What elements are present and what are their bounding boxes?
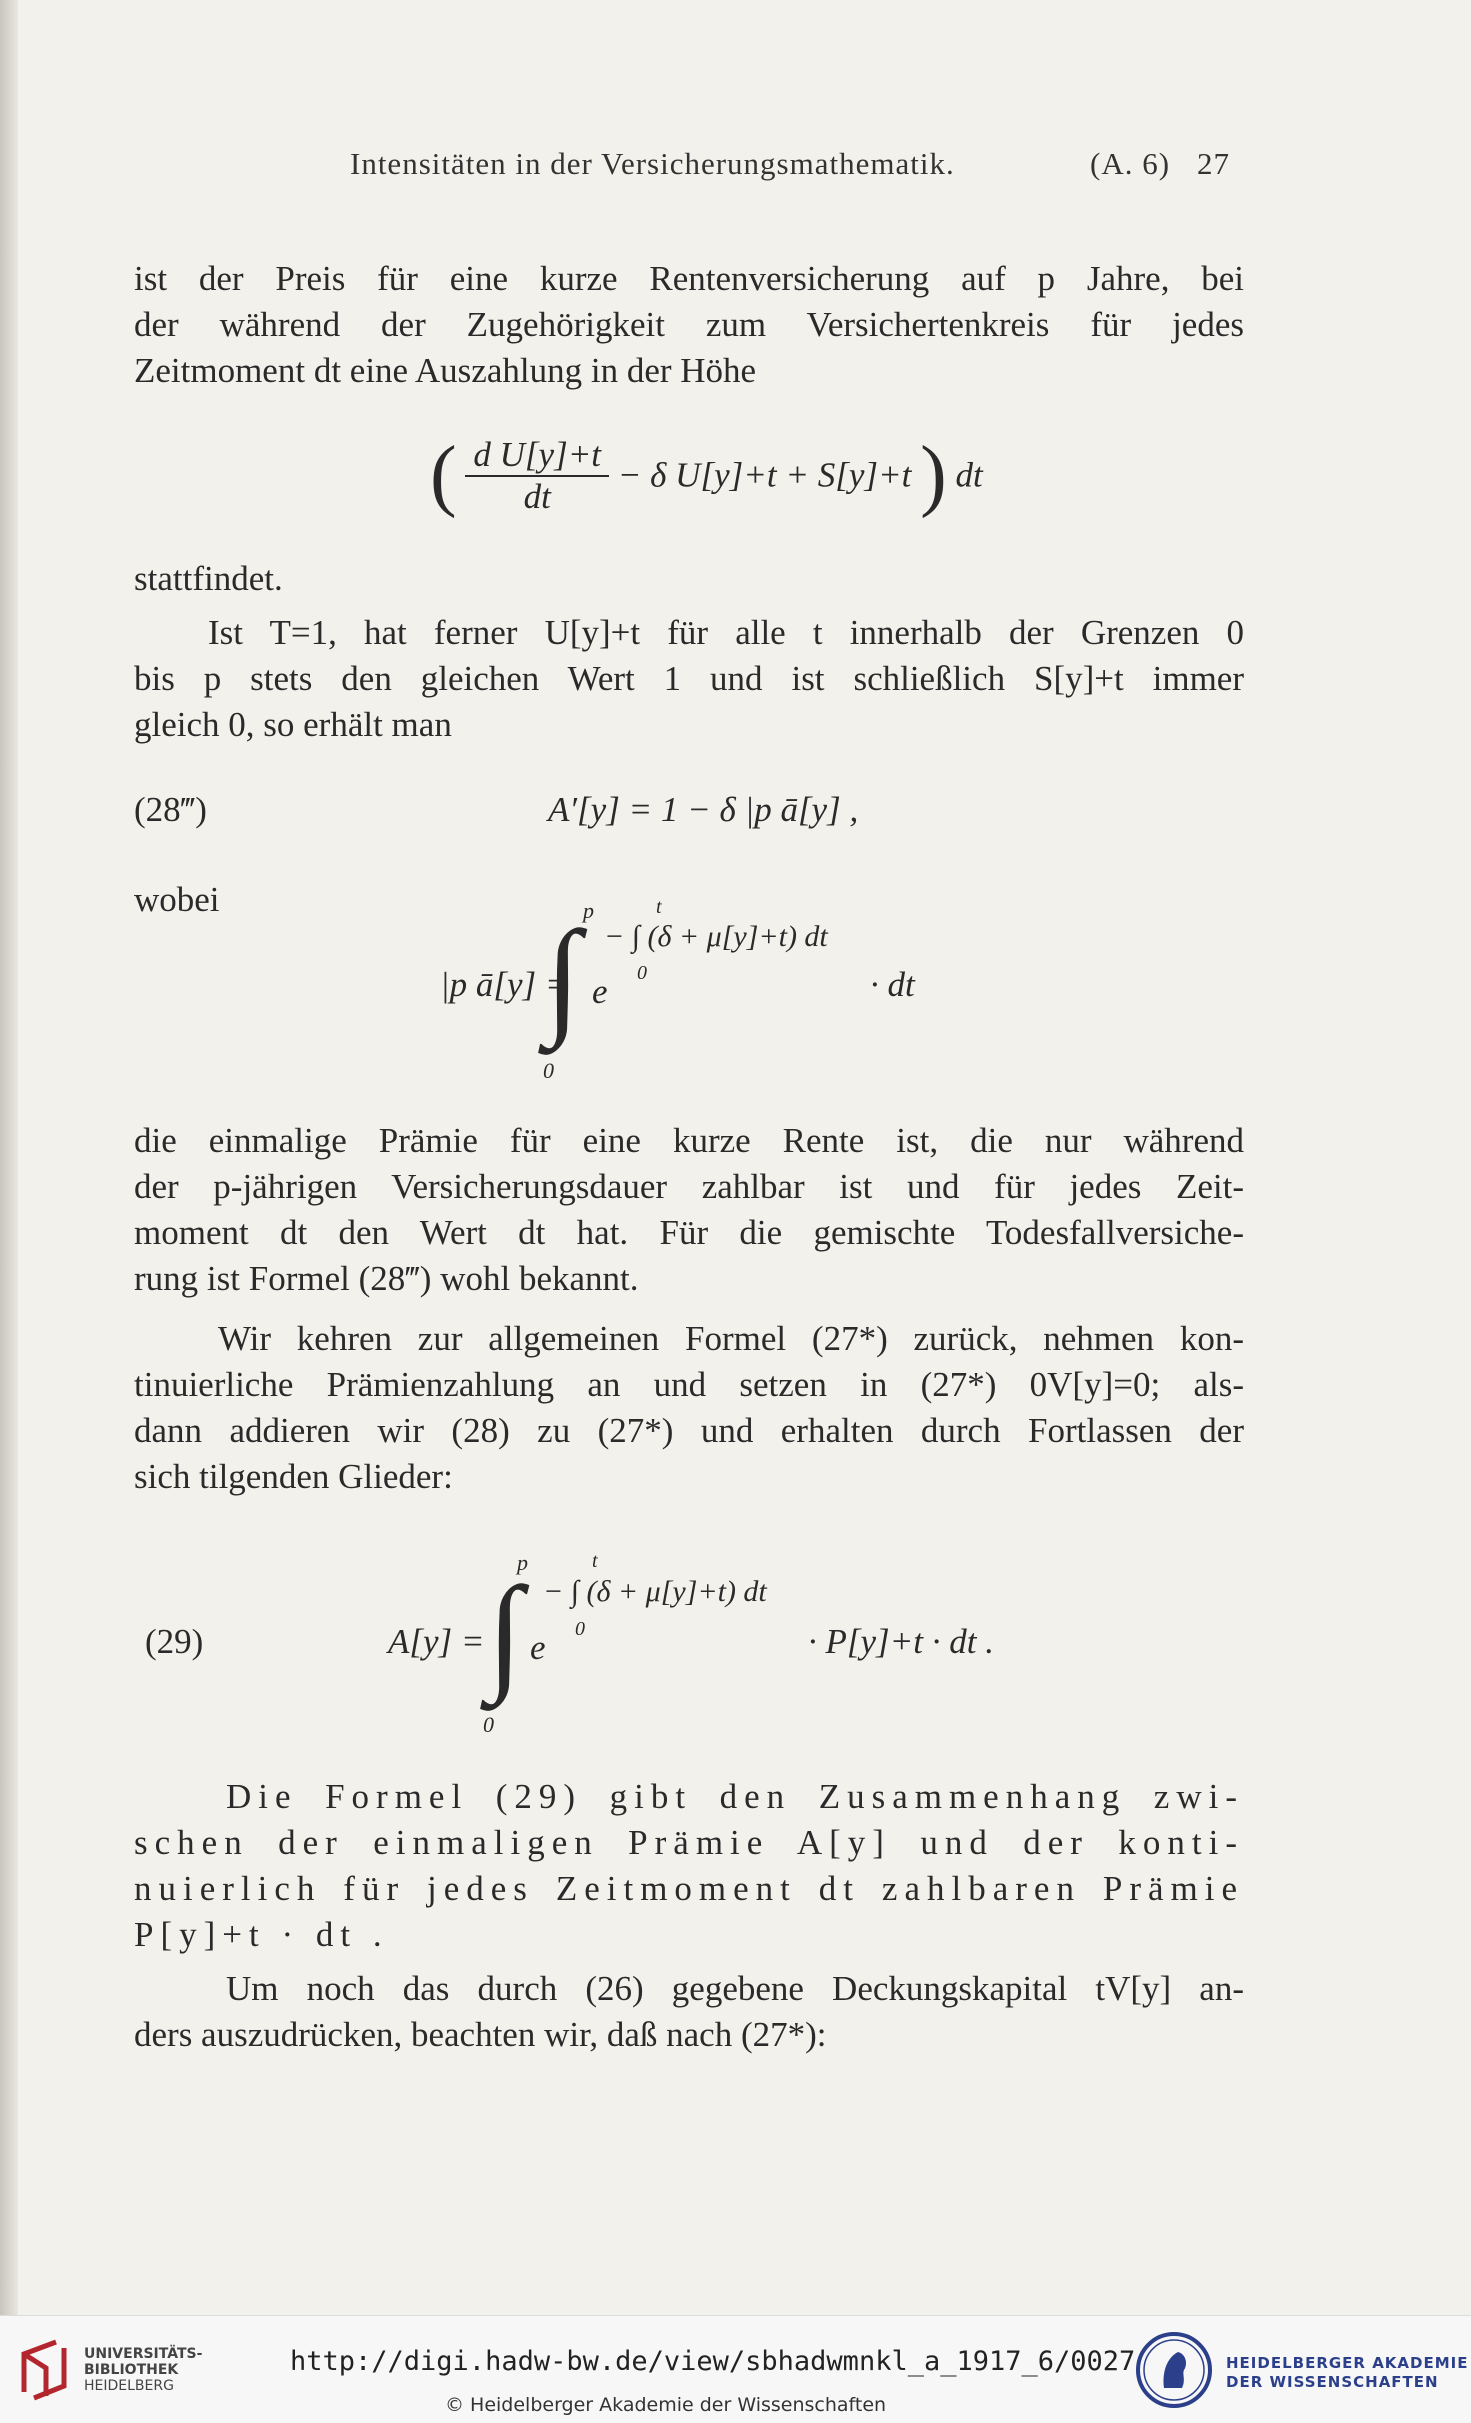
ub-line: HEIDELBERG — [84, 2378, 174, 2394]
running-head-section: (A. 6) — [1090, 146, 1171, 181]
left-paren: ( — [430, 431, 457, 519]
academy-line: HEIDELBERGER AKADEMIE — [1226, 2354, 1469, 2372]
paragraph-8 — [134, 1966, 1244, 2058]
integral-lower-limit: 0 — [543, 1058, 554, 1083]
equation-number-28: (28‴) — [134, 790, 207, 829]
paragraph-5-line: die einmalige Prämie für eine kurze Rente ist, die nur während — [134, 1121, 1244, 1160]
right-paren: ) — [920, 431, 947, 519]
paragraph-6-line: sich tilgenden Glieder: — [134, 1457, 453, 1496]
inner-integral-upper: t — [656, 896, 662, 918]
integral-upper-limit: p — [583, 898, 594, 923]
ub-line: BIBLIOTHEK — [84, 2362, 179, 2378]
academy-seal-icon — [1136, 2330, 1212, 2410]
paragraph-1-line: Zeitmoment dt eine Auszahlung in der Höhe — [134, 351, 757, 390]
academy-name — [1226, 2354, 1469, 2392]
academy-line: DER WISSENSCHAFTEN — [1226, 2373, 1439, 2391]
paragraph-7 — [134, 1774, 1244, 1958]
eq29-lhs: A[y] = — [388, 1622, 485, 1661]
paragraph-6-line: Wir kehren zur allgemeinen Formel (27*) zurück, nehmen kon- — [218, 1319, 1244, 1358]
exponent: − ∫ (δ + μ[y]+t) dt — [604, 920, 828, 953]
formula-tail: dt — [955, 455, 983, 495]
paragraph-2 — [134, 556, 1244, 602]
fraction-numerator: d U[y]+t — [465, 435, 609, 477]
paragraph-3-line: bis p stets den gleichen Wert 1 und ist schließlich S[y]+t immer — [134, 659, 1244, 698]
abar-tail: · dt — [870, 965, 915, 1004]
paragraph-3 — [134, 610, 1244, 748]
inner-integral-upper: t — [592, 1550, 598, 1572]
paragraph-6 — [134, 1316, 1244, 1500]
paragraph-3-line: Ist T=1, hat ferner U[y]+t für alle t innerhalb der Grenzen 0 — [208, 613, 1244, 652]
paragraph-1-line: der während der Zugehörigkeit zum Versichertenkreis für jedes — [134, 305, 1244, 344]
paragraph-7-line: schen der einmaligen Prämie A[y] und der konti- — [134, 1823, 1244, 1862]
paragraph-6-line: tinuierliche Prämienzahlung an und setzen in (27*) 0V[y]=0; als- — [134, 1365, 1244, 1404]
permalink-url[interactable]: http://digi.hadw-bw.de/view/sbhadwmnkl_a_1917_6/0027 — [290, 2346, 1136, 2377]
paragraph-8-line: ders auszudrücken, beachten wir, daß nach (27*): — [134, 2015, 827, 2054]
copyright-notice: © Heidelberger Akademie der Wissenschaften — [445, 2394, 887, 2416]
paragraph-5 — [134, 1118, 1244, 1302]
page-edge-shadow — [0, 0, 18, 2315]
ub-heidelberg-logo-icon — [16, 2334, 74, 2404]
ub-heidelberg-name — [84, 2346, 202, 2394]
running-head-title: Intensitäten in der Versicherungsmathematik. — [350, 146, 955, 181]
paragraph-5-line: rung ist Formel (28‴) wohl bekannt. — [134, 1259, 639, 1298]
equation-28: A′[y] = 1 − δ |p ā[y] , — [548, 790, 859, 829]
paragraph-4-line: wobei — [134, 880, 220, 919]
ub-line: UNIVERSITÄTS- — [84, 2346, 203, 2362]
paragraph-1-line: ist der Preis für eine kurze Rentenversicherung auf p Jahre, bei — [134, 259, 1244, 298]
paragraph-5-line: moment dt den Wert dt hat. Für die gemischte Todesfallversiche- — [134, 1213, 1244, 1252]
inner-integral-lower: 0 — [575, 1618, 585, 1640]
fraction-denominator: dt — [523, 476, 551, 516]
paragraph-5-line: der p-jährigen Versicherungsdauer zahlbar ist und für jedes Zeit- — [134, 1167, 1244, 1206]
formula-payout — [430, 430, 983, 521]
integral-lower-limit: 0 — [483, 1712, 494, 1737]
viewer-footer — [0, 2315, 1471, 2423]
equation-number-29: (29) — [145, 1622, 204, 1661]
paragraph-3-line: gleich 0, so erhält man — [134, 705, 452, 744]
exponential-base: e — [592, 972, 608, 1011]
paragraph-4 — [134, 877, 1244, 923]
paragraph-8-line: Um noch das durch (26) gegebene Deckungskapital tV[y] an- — [226, 1969, 1244, 2008]
integral-upper-limit: p — [517, 1550, 528, 1575]
integral-sign: ∫ — [545, 905, 581, 1049]
paragraph-7-line: Die Formel (29) gibt den Zusammenhang zwi- — [226, 1777, 1244, 1816]
inner-integral-lower: 0 — [637, 962, 647, 984]
paragraph-2-line: stattfindet. — [134, 559, 283, 598]
formula-rest: − δ U[y]+t + S[y]+t — [617, 455, 912, 495]
paragraph-6-line: dann addieren wir (28) zu (27*) und erhalten durch Fortlassen der — [134, 1411, 1244, 1450]
paragraph-7-line: nuierlich für jedes Zeitmoment dt zahlbaren Prämie — [134, 1869, 1244, 1908]
paragraph-1 — [134, 256, 1244, 394]
paragraph-7-line: P[y]+t · dt . — [134, 1915, 389, 1954]
abar-lhs: |p ā[y] = — [440, 965, 569, 1004]
eq29-tail: · P[y]+t · dt . — [808, 1622, 994, 1661]
page-number: 27 — [1197, 146, 1230, 181]
integral-sign: ∫ — [487, 1561, 523, 1705]
exponent: − ∫ (δ + μ[y]+t) dt — [543, 1575, 767, 1608]
exponential-base: e — [530, 1628, 546, 1667]
fraction — [465, 435, 609, 517]
